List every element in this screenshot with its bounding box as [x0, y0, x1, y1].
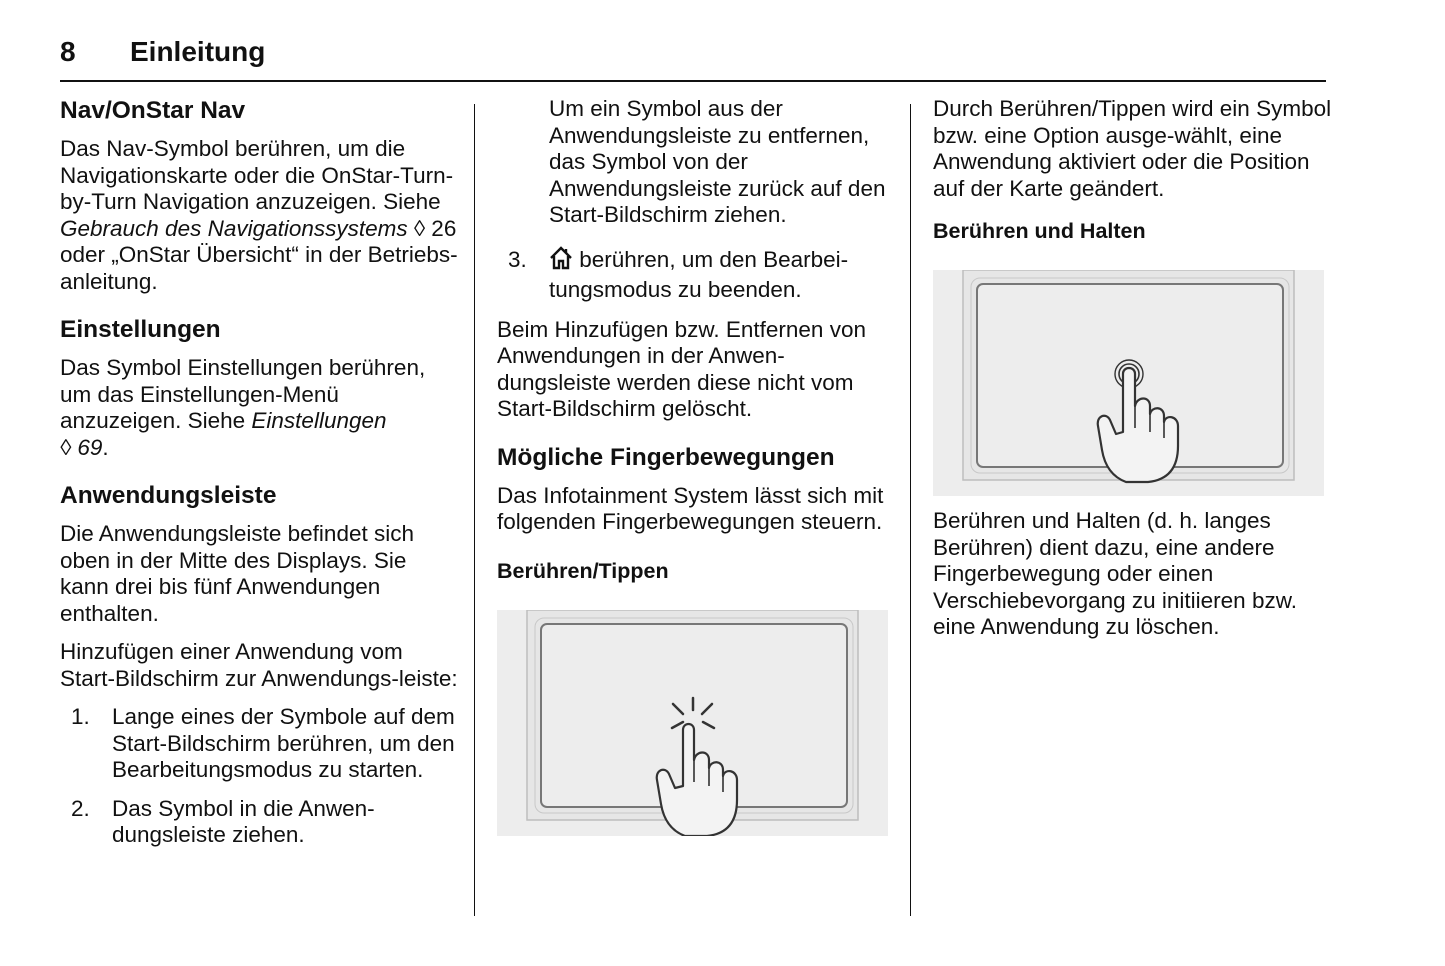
nav-paragraph — [60, 136, 460, 295]
column-2 — [497, 96, 893, 848]
step-number: 1. — [71, 704, 90, 729]
nav-reference-link[interactable]: Gebrauch des Navigationssystems — [60, 215, 408, 241]
tap-heading: Berühren/Tippen — [497, 558, 669, 583]
settings-heading: Einstellungen — [60, 316, 221, 343]
nav-page-reference: ◊ 26 — [413, 215, 457, 241]
column-3 — [933, 96, 1333, 653]
nav-text-2: oder „OnStar Übersicht“ in der Betriebs-anleitung. — [60, 242, 458, 294]
list-item — [497, 245, 893, 305]
settings-text: Das Symbol Einstellungen berühren, um das Einstellungen-Menü anzuzeigen. Siehe — [60, 355, 426, 433]
settings-paragraph: Das Symbol Einstellungen berühren, um das Einstellungen-Menü anzuzeigen. Siehe Einstellungen ◊ 69. — [60, 355, 426, 460]
list-item — [60, 796, 460, 849]
list-item — [60, 704, 460, 784]
page-title: Einleitung — [130, 36, 266, 67]
hold-gesture-illustration — [933, 270, 1324, 496]
step-number: 2. — [71, 795, 90, 821]
home-icon — [549, 246, 573, 270]
nav-heading: Nav/OnStar Nav — [60, 97, 246, 124]
step-text: berühren, um den Bearbei-tungsmodus zu beenden. — [549, 246, 849, 302]
page-number: 8 — [60, 36, 76, 67]
appbar-paragraph-2: Hinzufügen einer Anwendung vom Start-Bildschirm zur Anwendungs-leiste: — [60, 639, 458, 691]
settings-reference-link[interactable]: Einstellungen — [251, 408, 387, 433]
nav-text-1: Das Nav-Symbol berühren, um die Navigationskarte oder die OnStar-Turn-by-Turn Navigation anzuzeigen. Siehe — [60, 136, 454, 214]
gestures-heading: Mögliche Fingerbewegungen — [497, 443, 835, 471]
hold-paragraph: Berühren und Halten (d. h. langes Berühren) dient dazu, eine andere Fingerbewegung oder einen Verschiebevorgang zu initiieren bzw. eine Anwendung zu löschen. — [933, 508, 1297, 639]
page-header — [60, 36, 1326, 82]
add-remove-paragraph: Beim Hinzufügen bzw. Entfernen von Anwendungen in der Anwen-dungsleiste werden diese nicht vom Start-Bildschirm gelöscht. — [497, 316, 866, 421]
appbar-heading: Anwendungsleiste — [60, 482, 277, 509]
step-text: Das Symbol in die Anwen-dungsleiste ziehen. — [112, 795, 375, 847]
gestures-paragraph: Das Infotainment System lässt sich mit folgenden Fingerbewegungen steuern. — [497, 482, 884, 534]
step-text: Lange eines der Symbole auf dem Start-Bildschirm berühren, um den Bearbeitungsmodus zu starten. — [112, 704, 455, 782]
hold-heading: Berühren und Halten — [933, 219, 1146, 243]
settings-page-reference: ◊ 69 — [60, 434, 103, 460]
column-divider — [910, 104, 911, 916]
tap-paragraph: Durch Berühren/Tippen wird ein Symbol bzw. eine Option ausge-wählt, eine Anwendung aktiviert oder die Position auf der Karte geändert. — [933, 96, 1332, 201]
column-divider — [474, 104, 475, 916]
column-1 — [60, 96, 460, 861]
appbar-paragraph-1: Die Anwendungsleiste befindet sich oben in der Mitte des Displays. Sie kann drei bis fünf Anwendungen enthalten. — [60, 521, 414, 626]
step-number: 3. — [508, 246, 527, 272]
tap-gesture-illustration — [497, 610, 888, 836]
remove-paragraph: Um ein Symbol aus der Anwendungsleiste zu entfernen, das Symbol von der Anwendungsleiste zurück auf den Start-Bildschirm ziehen. — [549, 96, 886, 227]
steps-list — [60, 704, 460, 849]
